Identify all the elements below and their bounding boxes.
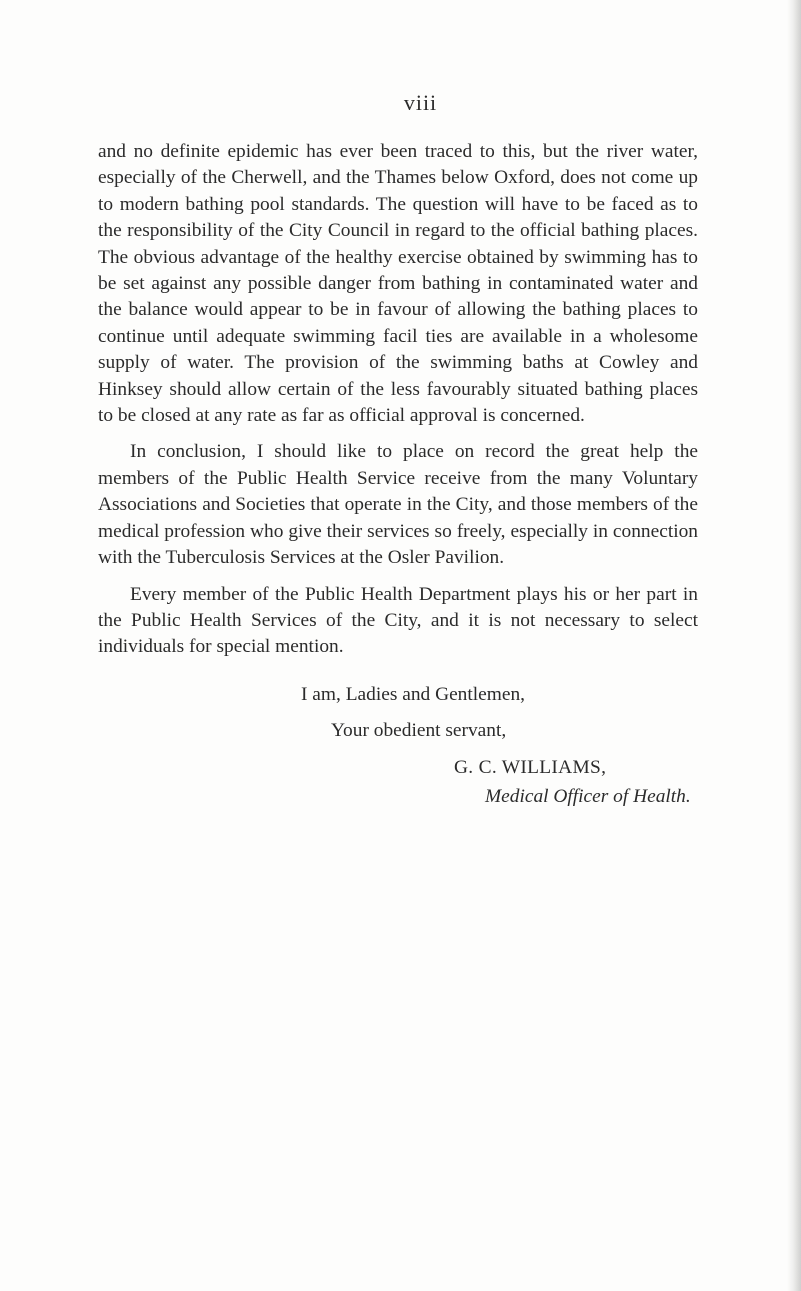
page-number: viii: [403, 90, 438, 115]
salutation: [0, 682, 801, 708]
signature-block: [0, 755, 801, 810]
signatory-title: Medical Officer of Health.: [485, 786, 691, 807]
paragraph-department: Every member of the Public Health Department plays his or her part in the Public Health Services of the City, and it is not necessary to select individuals for special mention.: [98, 583, 698, 658]
letter-body: [98, 139, 698, 661]
salutation-text: I am, Ladies and Gentlemen,: [301, 684, 525, 705]
valediction-text: Your obedient servant,: [331, 720, 507, 741]
signatory-name: G. C. WILLIAMS,: [454, 757, 607, 778]
paragraph-bathing-places: and no definite epidemic has ever been traced to this, but the river water, especially of the Cherwell, and the Thames below Oxford, does not come up to modern bathing pool standards. The question will have to be faced as to the responsibility of the City Council in regard to the official bathing places. The obvious advantage of the healthy exercise obtained by swimming has to be set against any possible danger from bathing in contaminated water and the balance would appear to be in favour of allowing the bathing places to continue until adequate swimming facil ties are available in a wholesome supply of water. The provision of the swimming baths at Cowley and Hinksey should allow certain of the less favourably situated bathing places to be closed at any rate as far as official approval is concerned.: [98, 141, 698, 427]
valediction: [0, 718, 801, 744]
page-edge-shadow: [787, 0, 801, 1291]
paragraph-conclusion: In conclusion, I should like to place on record the great help the members of the Public Health Service receive from the many Voluntary Associations and Societies that operate in the City, and those members of the medical profession who give their services so freely, especially in connection with the Tuberculosis Services at the Osler Pavilion.: [98, 441, 698, 569]
